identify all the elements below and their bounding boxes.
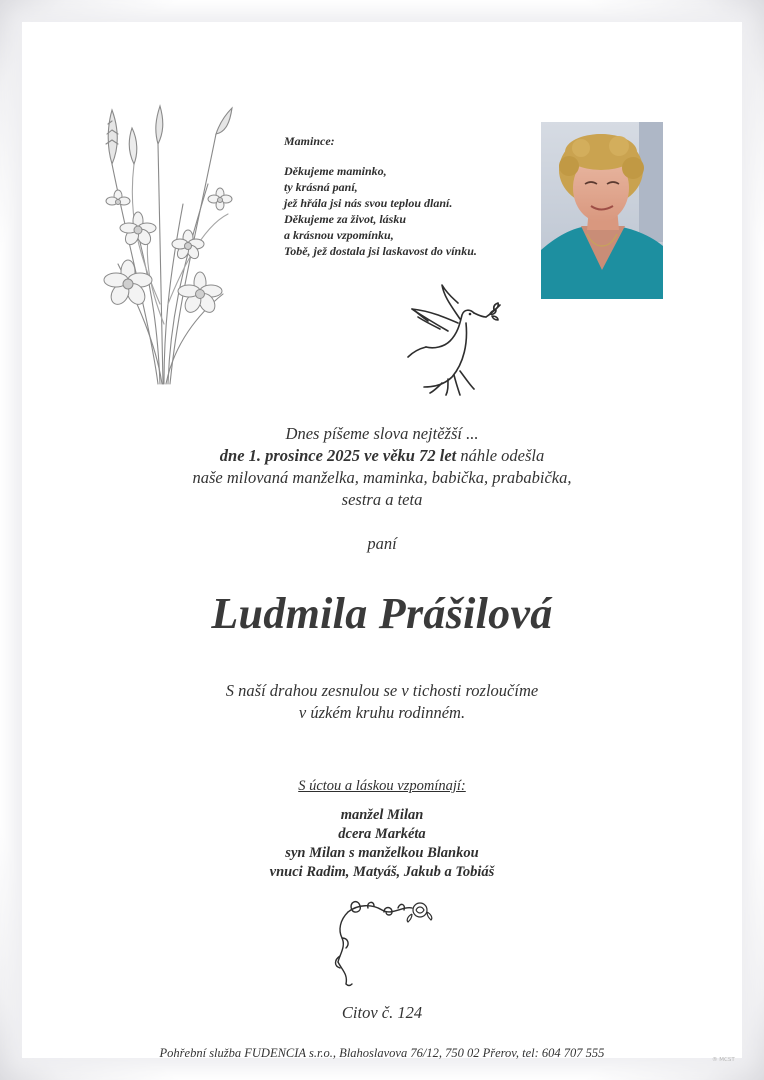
farewell-line-2: v úzkém kruhu rodinném.	[298, 703, 466, 722]
announcement-line-2	[100, 445, 664, 467]
portrait-photo	[541, 122, 663, 299]
portrait-icon	[541, 122, 663, 299]
ribbon-rose-ornament-icon	[328, 898, 440, 990]
poem-dedication: Mamince:	[284, 134, 335, 148]
poem-line: Děkujeme maminko,	[284, 164, 387, 178]
poem-line: ty krásná paní,	[284, 180, 358, 194]
title-word: paní	[367, 534, 397, 553]
corner-mark: ® MCST	[712, 1057, 735, 1063]
announcement-line-1: Dnes píšeme slova nejtěžší ...	[285, 424, 479, 443]
funeral-service-footer: Pohřební služba FUDENCIA s.r.o., Blahoslavova 76/12, 750 02 Přerov, tel: 604 707 555	[159, 1046, 605, 1060]
flower-bouquet-icon	[98, 104, 243, 389]
poem	[284, 133, 534, 259]
mourners	[100, 777, 664, 882]
mourners-heading: S úctou a láskou vzpomínají:	[298, 778, 466, 794]
dove-with-branch-icon	[404, 283, 504, 398]
mourner-item: dcera Markéta	[338, 826, 426, 842]
poem-line: Děkujeme za život, lásku	[284, 212, 406, 226]
farewell-line-1: S naší drahou zesnulou se v tichosti rozloučíme	[225, 681, 539, 700]
farewell-text	[100, 680, 664, 724]
announcement-line-3: naše milovaná manželka, maminka, babička, prababička,	[192, 468, 572, 487]
announcement-line-4: sestra a teta	[341, 490, 423, 509]
address: Citov č. 124	[341, 1003, 423, 1022]
mourner-item: syn Milan s manželkou Blankou	[285, 845, 479, 861]
mourner-item: vnuci Radim, Matyáš, Jakub a Tobiáš	[269, 864, 495, 880]
announcement	[100, 423, 664, 511]
deceased-name: Ludmila Prášilová	[211, 589, 553, 638]
poem-line: jež hřála jsi nás svou teplou dlaní.	[284, 196, 453, 210]
poem-line: a krásnou vzpomínku,	[284, 228, 394, 242]
date-age-text: dne 1. prosince 2025 ve věku 72 let	[219, 446, 457, 465]
poem-line: Tobě, jež dostala jsi laskavost do vínku.	[284, 244, 477, 258]
announcement-line-2-rest: náhle odešla	[456, 446, 545, 465]
mourner-item: manžel Milan	[340, 807, 424, 823]
